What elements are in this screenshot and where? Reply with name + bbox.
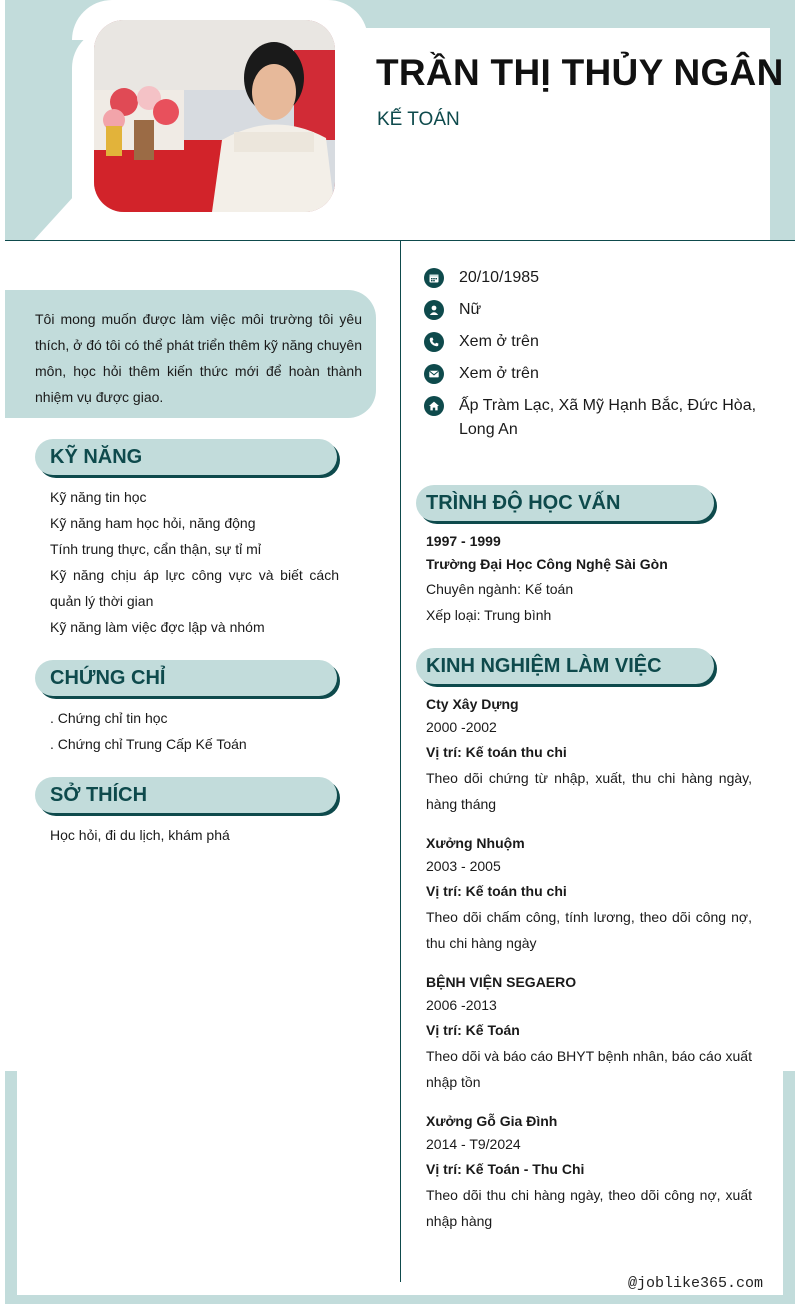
home-icon [424, 396, 444, 416]
address-value: Ấp Tràm Lạc, Xã Mỹ Hạnh Bắc, Đức Hòa, Long An [459, 397, 757, 438]
contact-gender [424, 298, 759, 322]
job-company: Xưởng Gỗ Gia Đình [426, 1113, 558, 1129]
job-description: Theo dõi chứng từ nhập, xuất, thu chi hàng ngày, hàng tháng [426, 770, 752, 812]
job-description: Theo dõi thu chi hàng ngày, theo dõi công nợ, xuất nhập hàng [426, 1187, 752, 1229]
list-item: Kỹ năng ham học hỏi, năng động [50, 515, 256, 531]
column-divider [400, 241, 401, 1282]
list-item: Kỹ năng chịu áp lực công vực và biết cách quản lý thời gian [50, 567, 339, 609]
experience-entry [426, 832, 752, 956]
job-position: Vị trí: Kế toán thu chi [426, 744, 567, 760]
job-position: Vị trí: Kế Toán - Thu Chi [426, 1161, 585, 1177]
education-entry [426, 530, 752, 628]
footer-frame-left [5, 1071, 17, 1295]
candidate-name: TRẦN THỊ THỦY NGÂN [376, 52, 784, 93]
education-grade: Xếp loại: Trung bình [426, 607, 552, 623]
calendar-icon [424, 268, 444, 288]
job-company: BỆNH VIỆN SEGAERO [426, 974, 577, 990]
job-period: 2003 - 2005 [426, 858, 501, 874]
skills-list [50, 484, 339, 640]
gender-value: Nữ [459, 301, 482, 318]
experience-heading: KINH NGHIỆM LÀM VIỆC [416, 648, 714, 684]
experience-entry [426, 693, 752, 817]
header-notch [34, 196, 74, 240]
education-heading: TRÌNH ĐỘ HỌC VẤN [416, 485, 714, 521]
hobbies-text: Học hỏi, đi du lịch, khám phá [50, 827, 230, 843]
job-description: Theo dõi chấm công, tính lương, theo dõi công nợ, thu chi hàng ngày [426, 909, 752, 951]
career-objective: Tôi mong muốn được làm việc môi trường tôi yêu thích, ở đó tôi có thể phát triển thêm kỹ năng chuyên môn, học hỏi thêm kiến thức mới để hoàn thành nhiệm vụ được giao. [5, 290, 376, 418]
education-period: 1997 - 1999 [426, 533, 501, 549]
job-position: Vị trí: Kế toán thu chi [426, 883, 567, 899]
contact-phone [424, 330, 759, 354]
job-period: 2006 -2013 [426, 997, 497, 1013]
birthday-value: 20/10/1985 [459, 269, 540, 286]
footer-frame-right [783, 1071, 795, 1295]
footer-frame-bottom [5, 1295, 795, 1304]
list-item: Tính trung thực, cẩn thận, sự tỉ mỉ [50, 541, 261, 557]
hobbies-heading: SỞ THÍCH [35, 777, 337, 813]
email-value: Xem ở trên [459, 365, 539, 382]
list-item: Kỹ năng làm việc đợc lập và nhóm [50, 619, 265, 635]
contact-birthday [424, 266, 759, 290]
education-major: Chuyên ngành: Kế toán [426, 581, 574, 597]
phone-value: Xem ở trên [459, 333, 539, 350]
job-period: 2000 -2002 [426, 719, 497, 735]
job-company: Xưởng Nhuộm [426, 835, 525, 851]
phone-icon [424, 332, 444, 352]
job-description: Theo dõi và báo cáo BHYT bệnh nhân, báo cáo xuất nhập tồn [426, 1048, 752, 1090]
job-period: 2014 - T9/2024 [426, 1136, 521, 1152]
certificates-heading: CHỨNG CHỈ [35, 660, 337, 696]
experience-entry [426, 971, 752, 1095]
job-company: Cty Xây Dựng [426, 696, 519, 712]
contact-email [424, 362, 759, 386]
job-position: Vị trí: Kế Toán [426, 1022, 520, 1038]
certificates-list [50, 705, 339, 757]
list-item: Kỹ năng tin học [50, 489, 147, 505]
profile-photo [94, 20, 335, 212]
list-item: . Chứng chỉ Trung Cấp Kế Toán [50, 736, 247, 752]
envelope-icon [424, 364, 444, 384]
contact-address [424, 394, 759, 442]
watermark: @joblike365.com [628, 1275, 764, 1292]
experience-entry [426, 1110, 752, 1234]
list-item: . Chứng chỉ tin học [50, 710, 168, 726]
education-school: Trường Đại Học Công Nghệ Sài Gòn [426, 556, 668, 572]
skills-heading: KỸ NĂNG [35, 439, 337, 475]
user-icon [424, 300, 444, 320]
candidate-role: KẾ TOÁN [377, 109, 460, 130]
